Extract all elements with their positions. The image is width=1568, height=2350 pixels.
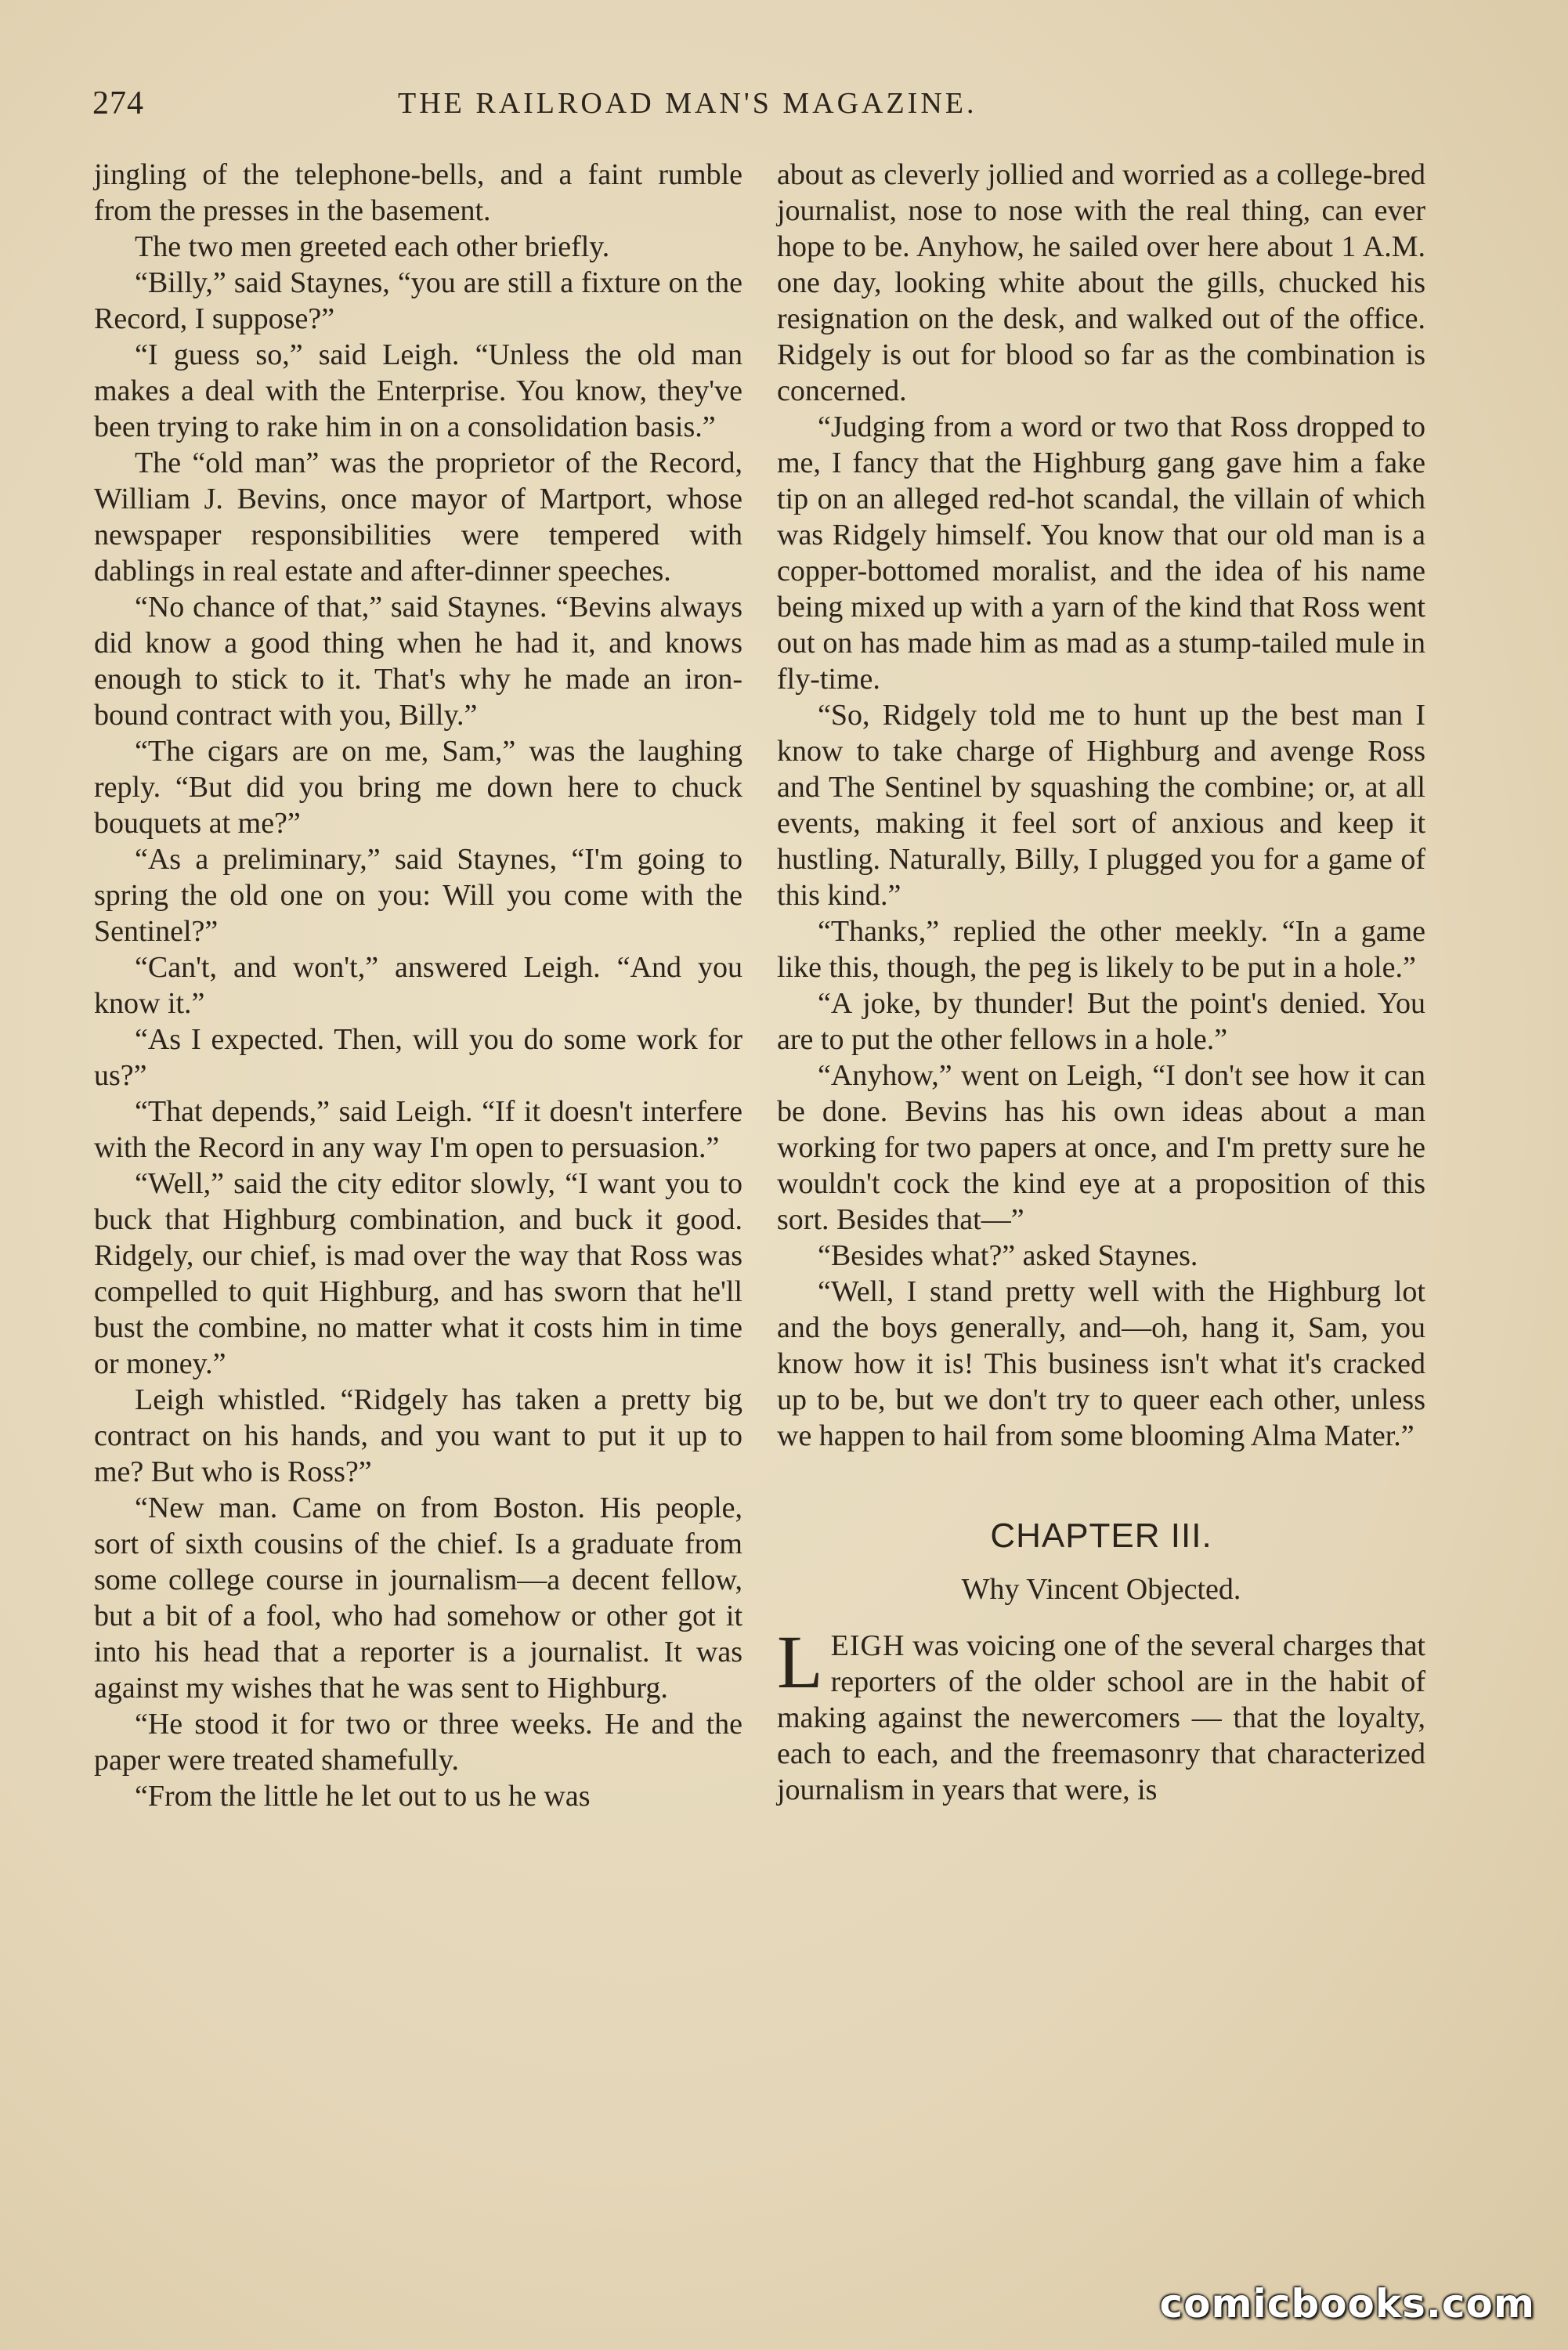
chapter-opening-paragraph [777,1620,1425,1808]
paragraph: “Billy,” said Staynes, “you are still a fixture on the Record, I suppose?” [94,266,742,335]
paragraph: “Well, I stand pretty well with the Highburg lot and the boys generally, and—oh, hang it, Sam, you know how it is! This business isn't what it's cracked up to be, but we don't try to queer each other, unless we happen to hail from some blooming Alma Mater.” [777,1275,1425,1452]
opening-text: was voicing one of the several charges that reporters of the older school are in the habit of making against the newercomers — that the loyalty, each to each, and the freemasonry that characterized journalism in years that were, is [777,1629,1425,1806]
paragraph: “That depends,” said Leigh. “If it doesn't interfere with the Record in any way I'm open to persuasion.” [94,1095,742,1164]
paragraph: about as cleverly jollied and worried as a college-bred journalist, nose to nose with the real thing, can ever hope to be. Anyhow, he sailed over here about 1 A.M. one day, looking white about the gills, chucked his resignation on the desk, and walked out of the office. Ridgely is out for blood so far as the combination is concerned. [777,158,1425,407]
paragraph: “As a preliminary,” said Staynes, “I'm going to spring the old one on you: Will you come with the Sentinel?” [94,843,742,948]
paragraph: “The cigars are on me, Sam,” was the laughing reply. “But did you bring me down here to chuck bouquets at me?” [94,735,742,840]
opening-caps: EIGH [830,1629,905,1662]
paragraph: Leigh whistled. “Ridgely has taken a pretty big contract on his hands, and you want to put it up to me? But who is Ross?” [94,1383,742,1488]
left-column [94,157,742,1814]
paragraph: “A joke, by thunder! But the point's denied. You are to put the other fellows in a hole.” [777,987,1425,1056]
paragraph: “Judging from a word or two that Ross dropped to me, I fancy that the Highburg gang gave him a fake tip on an alleged red-hot scandal, the villain of which was Ridgely himself. You know that our old man is a copper-bottomed moralist, and the idea of his name being mixed up with a yarn of the kind that Ross went out on has made him as mad as a stump-tailed mule in fly-time. [777,410,1425,696]
paragraph: “Anyhow,” went on Leigh, “I don't see how it can be done. Bevins has his own ideas about a man working for two papers at once, and I'm pretty sure he wouldn't cock the kind eye at a proposition of this sort. Besides that—” [777,1059,1425,1236]
paragraph: “New man. Came on from Boston. His people, sort of sixth cousins of the chief. Is a graduate from some college course in journalism—a decent fellow, but a bit of a fool, who had somehow or other got it into his head that a reporter is a journalist. It was against my wishes that he was sent to Highburg. [94,1491,742,1705]
paragraph: “Can't, and won't,” answered Leigh. “And you know it.” [94,951,742,1020]
paragraph: “No chance of that,” said Staynes. “Bevins always did know a good thing when he had it, and knows enough to stick to it. That's why he made an iron-bound contract with you, Billy.” [94,591,742,732]
paragraph: jingling of the telephone-bells, and a faint rumble from the presses in the basement. [94,158,742,227]
paragraph: “I guess so,” said Leigh. “Unless the old man makes a deal with the Enterprise. You know, they've been trying to rake him in on a consolidation basis.” [94,338,742,443]
right-column [777,157,1425,1808]
paragraph: The two men greeted each other briefly. [135,230,610,263]
paragraph: “Besides what?” asked Staynes. [818,1239,1198,1272]
chapter-subtitle: Why Vincent Objected. [961,1573,1241,1606]
paragraph: “Well,” said the city editor slowly, “I want you to buck that Highburg combination, and buck it good. Ridgely, our chief, is mad over the way that Ross was compelled to quit Highburg, and has sworn that he'll bust the combine, no matter what it costs him in time or money.” [94,1167,742,1380]
page-number: 274 [92,85,144,121]
paragraph: “He stood it for two or three weeks. He and the paper were treated shamefully. [94,1708,742,1777]
chapter-title: CHAPTER III. [990,1517,1212,1555]
running-head: THE RAILROAD MAN'S MAGAZINE. [398,87,977,120]
watermark: comicbooks.com [1159,2281,1535,2326]
paragraph: “So, Ridgely told me to hunt up the best man I know to take charge of Highburg and avenge Ross and The Sentinel by squashing the combine; or, at all events, making it feel sort of anxious and keep it hustling. Naturally, Billy, I plugged you for a game of this kind.” [777,699,1425,912]
page-header [92,85,1424,132]
drop-cap: L [777,1620,823,1704]
paragraph: “As I expected. Then, will you do some work for us?” [94,1023,742,1092]
paragraph: “From the little he let out to us he was [135,1780,591,1813]
paragraph: The “old man” was the proprietor of the Record, William J. Bevins, once mayor of Martport, whose newspaper responsibilities were tempered with dablings in real estate and after-dinner speeches. [94,446,742,588]
paragraph: “Thanks,” replied the other meekly. “In a game like this, though, the peg is likely to be put in a hole.” [777,915,1425,984]
